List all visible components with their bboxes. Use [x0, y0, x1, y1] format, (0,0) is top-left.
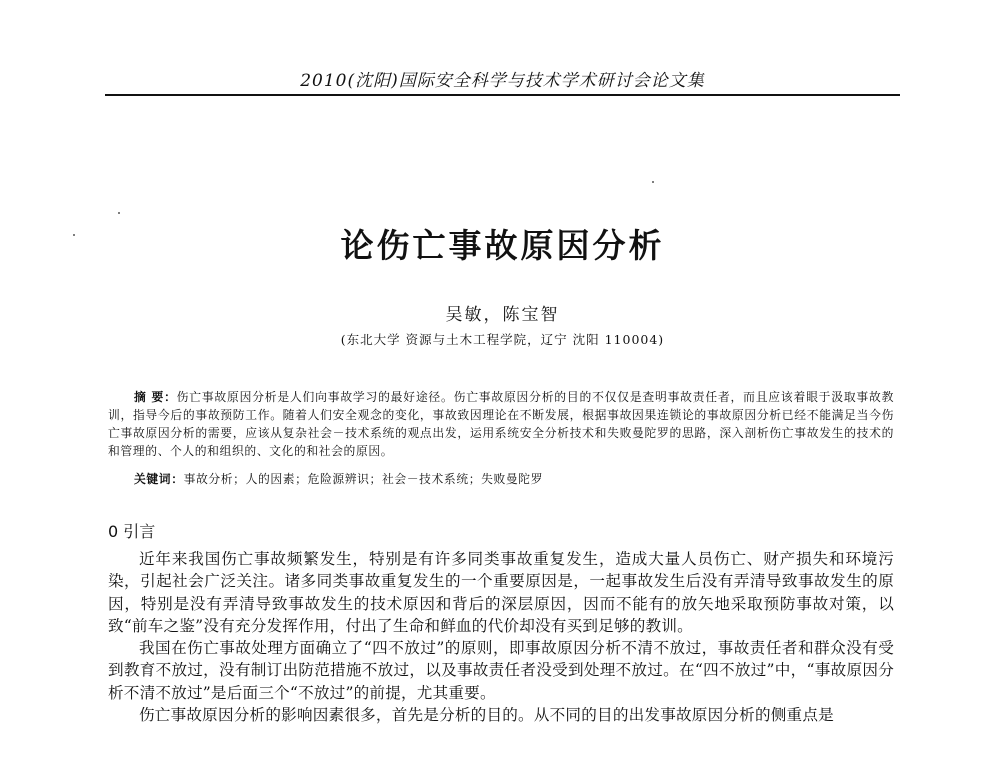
- scan-speck: [652, 181, 654, 183]
- scan-speck: [73, 234, 75, 236]
- running-header: 2010(沈阳)国际安全科学与技术学术研讨会论文集: [300, 71, 705, 91]
- abstract-block: [108, 388, 894, 460]
- keywords-block: [108, 470, 894, 488]
- paper-authors: 吴敏，陈宝智: [445, 305, 560, 325]
- section-heading: 0 引言: [108, 522, 156, 541]
- abstract-text: 伤亡事故原因分析是人们向事故学习的最好途径。伤亡事故原因分析的目的不仅仅是查明事故责任者，而且应该着眼于汲取事故教训，指导今后的事故预防工作。随着人们安全观念的变化，事故致因理论在不断发展，根据事故因果连锁论的事故原因分析已经不能满足当今伤亡事故原因分析的需要，应该从复杂社会－技术系统的观点出发，运用系统安全分析技术和失败曼陀罗的思路，深入剖析伤亡事故发生的技术的和管理的、个人的和组织的、文化的和社会的原因。: [108, 390, 894, 458]
- keywords-label: 关键词：: [134, 472, 184, 486]
- body-paragraph: 近年来我国伤亡事故频繁发生，特别是有许多同类事故重复发生，造成大量人员伤亡、财产损失和环境污染，引起社会广泛关注。诸多同类事故重复发生的一个重要原因是，一起事故发生后没有弄清导致事故发生的原因，特别是没有弄清导致事故发生的技术原因和背后的深层原因，因而不能有的放矢地采取预防事故对策，以致“前车之鉴”没有充分发挥作用，付出了生命和鲜血的代价却没有买到足够的教训。: [108, 550, 894, 635]
- paper-title: 论伤亡事故原因分析: [340, 226, 665, 265]
- keywords-text: 事故分析；人的因素；危险源辨识；社会－技术系统；失败曼陀罗: [183, 472, 544, 486]
- abstract-label: 摘 要：: [134, 390, 177, 404]
- paper-affiliation: (东北大学 资源与土木工程学院，辽宁 沈阳 110004): [340, 332, 665, 347]
- body-text: [108, 548, 894, 726]
- scan-speck: [118, 212, 120, 214]
- header-rule: [105, 94, 900, 96]
- body-paragraph: 我国在伤亡事故处理方面确立了“四不放过”的原则，即事故原因分析不清不放过，事故责任者和群众没有受到教育不放过，没有制订出防范措施不放过，以及事故责任者没受到处理不放过。在“四不放过”中，“事故原因分析不清不放过”是后面三个“不放过”的前提，尤其重要。: [108, 639, 894, 702]
- body-paragraph: 伤亡事故原因分析的影响因素很多，首先是分析的目的。从不同的目的出发事故原因分析的侧重点是: [139, 706, 834, 725]
